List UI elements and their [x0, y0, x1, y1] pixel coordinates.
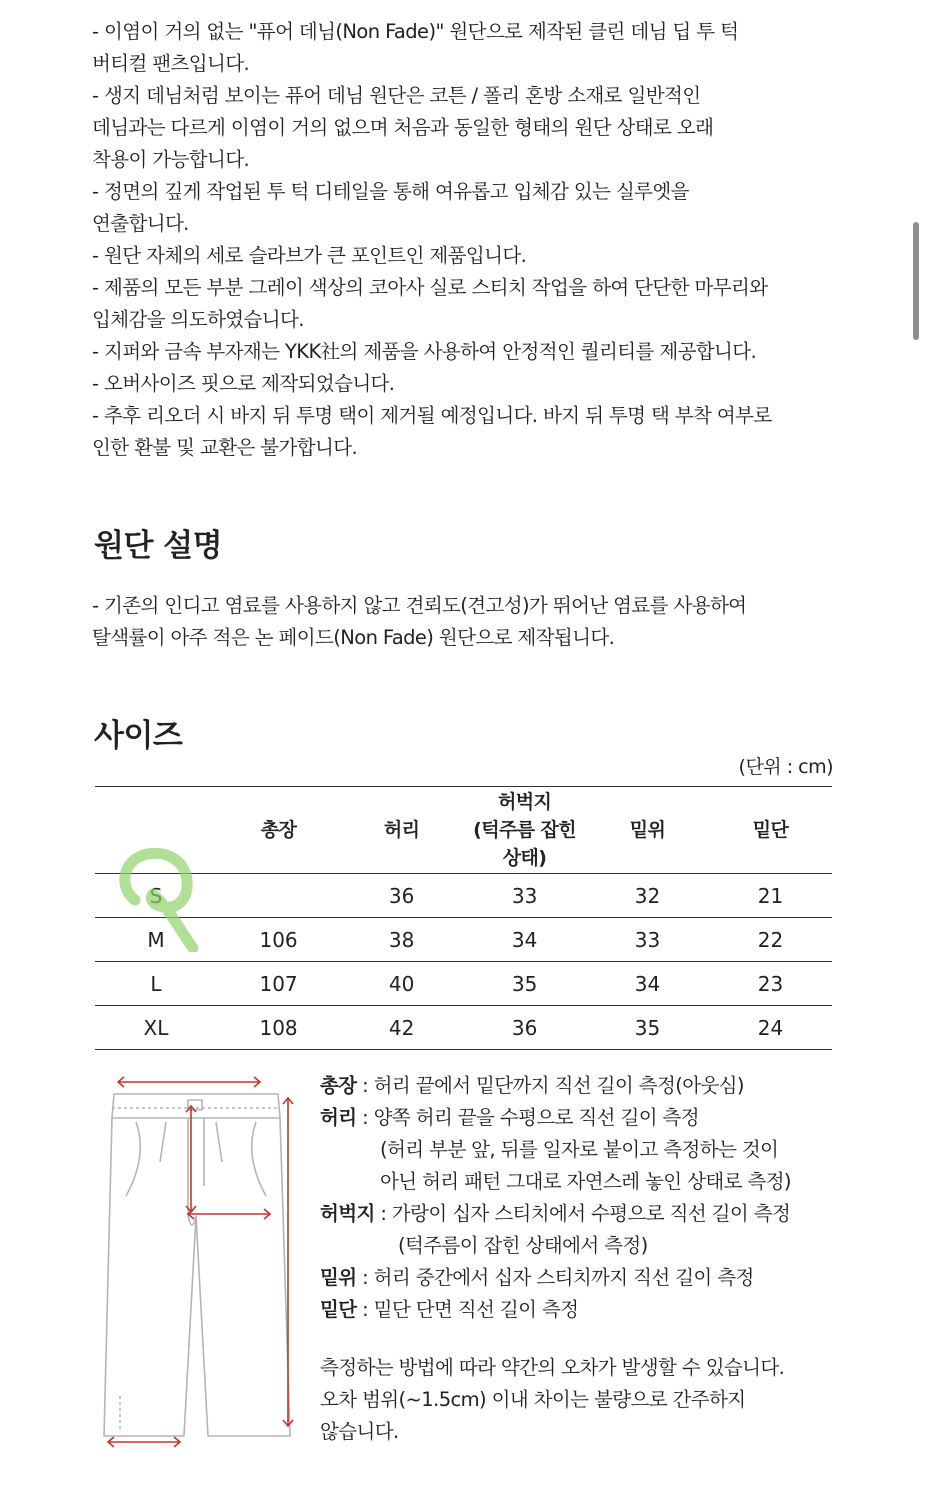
description-line: 착용이 가능합니다.: [92, 148, 250, 171]
measure-rise-term: 밑위: [320, 1266, 357, 1289]
measure-thigh-term: 허벅지: [320, 1202, 375, 1225]
size-table: [95, 786, 832, 1050]
measure-hem-term: 밑단: [320, 1298, 357, 1321]
measure-length: [320, 1070, 791, 1102]
table-row: [95, 1006, 832, 1050]
fabric-section-title: 원단 설명: [94, 528, 223, 564]
cell-rise: 33: [586, 918, 709, 962]
cell-size: M: [95, 918, 217, 962]
cell-length: 107: [217, 962, 340, 1006]
product-description-list: [92, 16, 852, 464]
description-line: 데님과는 다르게 이염이 거의 없으며 처음과 동일한 형태의 원단 상태로 오래: [92, 116, 714, 139]
measure-length-text: : 허리 끝에서 밑단까지 직선 길이 측정(아웃심): [356, 1074, 744, 1097]
description-line: - 제품의 모든 부분 그레이 색상의 코아사 실로 스티치 작업을 하여 단단한 마무리와: [92, 276, 768, 299]
description-line: 입체감을 의도하였습니다.: [92, 308, 304, 331]
pants-measurement-diagram-icon: [96, 1066, 306, 1450]
measure-waist-note: (허리 부분 앞, 뒤를 일자로 붙이고 측정하는 것이: [380, 1138, 779, 1161]
description-line: - 추후 리오더 시 바지 뒤 투명 택이 제거될 예정입니다. 바지 뒤 투명 택 부착 여부로: [92, 404, 772, 427]
fabric-line: 탈색률이 아주 적은 논 페이드(Non Fade) 원단으로 제작됩니다.: [92, 626, 615, 649]
cell-rise: 34: [586, 962, 709, 1006]
measure-waist-note: 아닌 허리 패턴 그대로 자연스레 놓인 상태로 측정): [380, 1170, 791, 1193]
header-waist: 허리: [340, 787, 463, 874]
table-row: [95, 962, 832, 1006]
measurement-guide: [320, 1070, 791, 1326]
measure-rise-text: : 허리 중간에서 십자 스티치까지 직선 길이 측정: [356, 1266, 754, 1289]
header-thigh-label: 허벅지: [497, 791, 552, 813]
header-thigh-note: (턱주름 잡힌 상태): [473, 819, 577, 869]
description-line: 연출합니다.: [92, 212, 189, 235]
size-section-title: 사이즈: [94, 718, 183, 754]
measure-length-term: 총장: [320, 1074, 357, 1097]
cell-size: S: [95, 874, 217, 918]
measure-waist-text: : 양쪽 허리 끝을 수평으로 직선 길이 측정: [356, 1106, 700, 1129]
description-line: - 지퍼와 금속 부자재는 YKK社의 제품을 사용하여 안정적인 퀄리티를 제공합니다.: [92, 340, 757, 363]
cell-thigh: 34: [463, 918, 586, 962]
cell-rise: 35: [586, 1006, 709, 1050]
description-line: - 이염이 거의 없는 "퓨어 데님(Non Fade)" 원단으로 제작된 클린 데님 딥 투 턱: [92, 20, 739, 43]
cell-waist: 36: [340, 874, 463, 918]
size-table-header: [95, 787, 832, 874]
cell-waist: 40: [340, 962, 463, 1006]
header-thigh: [463, 787, 586, 874]
cell-size: XL: [95, 1006, 217, 1050]
measure-thigh-note: (턱주름이 잡힌 상태에서 측정): [398, 1234, 648, 1257]
description-line: - 정면의 깊게 작업된 투 턱 디테일을 통해 여유롭고 입체감 있는 실루엣을: [92, 180, 689, 203]
scrollbar-thumb[interactable]: [913, 222, 919, 340]
cell-hem: 21: [709, 874, 832, 918]
cell-size: L: [95, 962, 217, 1006]
cell-waist: 42: [340, 1006, 463, 1050]
cell-hem: 24: [709, 1006, 832, 1050]
cell-length: 108: [217, 1006, 340, 1050]
description-line: 인한 환불 및 교환은 불가합니다.: [92, 436, 358, 459]
fabric-line: - 기존의 인디고 염료를 사용하지 않고 견뢰도(견고성)가 뛰어난 염료를 사용하여: [92, 594, 747, 617]
measure-thigh-text: : 가랑이 십자 스티치에서 수평으로 직선 길이 측정: [374, 1202, 791, 1225]
tolerance-note: [320, 1352, 784, 1448]
measure-rise: [320, 1262, 791, 1294]
unit-label: (단위 : cm): [738, 756, 833, 778]
measure-hem-text: : 밑단 단면 직선 길이 측정: [356, 1298, 579, 1321]
fabric-description: [92, 590, 746, 654]
measure-waist-term: 허리: [320, 1106, 357, 1129]
measure-thigh: [320, 1198, 791, 1230]
cell-waist: 38: [340, 918, 463, 962]
table-row: [95, 918, 832, 962]
measure-waist: [320, 1102, 791, 1134]
header-length: 총장: [217, 787, 340, 874]
cell-thigh: 33: [463, 874, 586, 918]
note-line: 오차 범위(~1.5cm) 이내 차이는 불량으로 간주하지: [320, 1388, 746, 1411]
note-line: 측정하는 방법에 따라 약간의 오차가 발생할 수 있습니다.: [320, 1356, 785, 1379]
header-size: [95, 787, 217, 874]
cell-hem: 23: [709, 962, 832, 1006]
description-line: - 원단 자체의 세로 슬라브가 큰 포인트인 제품입니다.: [92, 244, 527, 267]
measure-hem: [320, 1294, 791, 1326]
description-line: 버티컬 팬츠입니다.: [92, 52, 250, 75]
cell-length: 106: [217, 918, 340, 962]
description-line: - 오버사이즈 핏으로 제작되었습니다.: [92, 372, 395, 395]
cell-rise: 32: [586, 874, 709, 918]
note-line: 않습니다.: [320, 1420, 399, 1443]
cell-thigh: 35: [463, 962, 586, 1006]
header-hem: 밑단: [709, 787, 832, 874]
cell-hem: 22: [709, 918, 832, 962]
table-row: [95, 874, 832, 918]
description-line: - 생지 데님처럼 보이는 퓨어 데님 원단은 코튼 / 폴리 혼방 소재로 일반적인: [92, 84, 701, 107]
header-rise: 밑위: [586, 787, 709, 874]
cell-thigh: 36: [463, 1006, 586, 1050]
cell-length: [217, 874, 340, 918]
